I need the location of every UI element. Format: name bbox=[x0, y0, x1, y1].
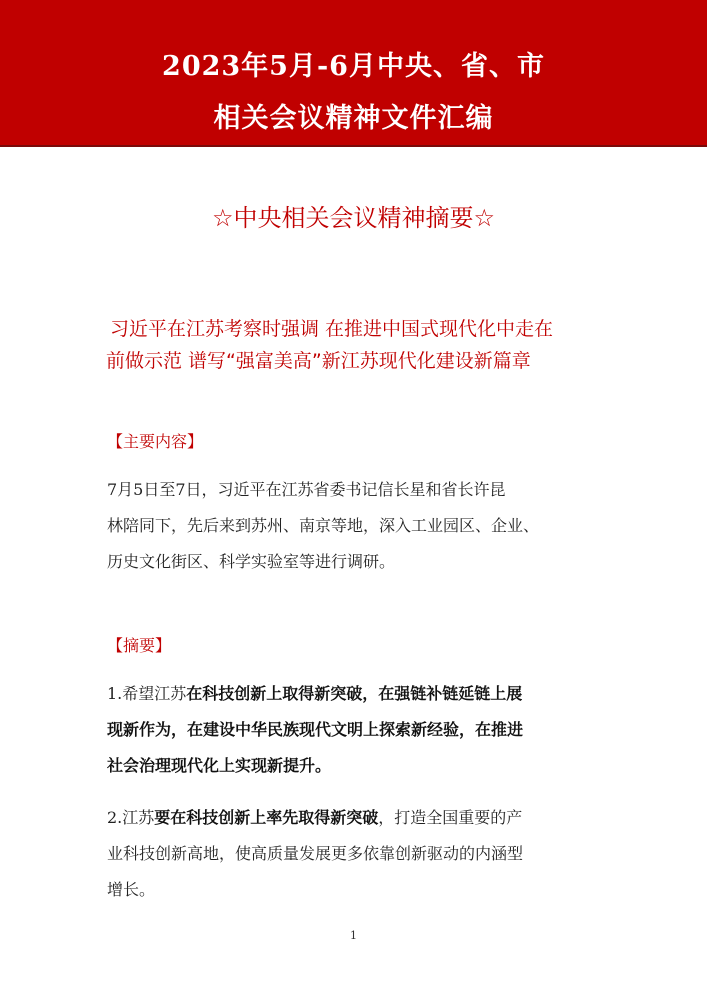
plain-text: ，打造全国重要的产 bbox=[378, 808, 523, 827]
summary-item-2 bbox=[107, 800, 607, 908]
section-title: ☆中央相关会议精神摘要☆ bbox=[211, 204, 496, 232]
item-prefix: 1.希望江苏 bbox=[107, 684, 187, 703]
title-banner bbox=[0, 0, 707, 147]
summary-item-1 bbox=[107, 676, 607, 784]
paragraph-line: 增长。 bbox=[107, 880, 156, 899]
document-title-line1: 2023年5月-6月中央、省、市 bbox=[162, 51, 545, 82]
page-number: 1 bbox=[350, 929, 357, 942]
article-headline-line2: 前做示范 谱写“强富美高”新江苏现代化建设新篇章 bbox=[106, 350, 531, 372]
summary-label: 【摘要】 bbox=[107, 636, 172, 655]
paragraph-line bbox=[107, 800, 607, 836]
paragraph-line bbox=[107, 676, 607, 712]
paragraph-line: 林陪同下，先后来到苏州、南京等地，深入工业园区、企业、 bbox=[107, 516, 540, 535]
document-title-line2: 相关会议精神文件汇编 bbox=[213, 103, 494, 134]
paragraph-line bbox=[107, 748, 607, 784]
paragraph-line: 历史文化街区、科学实验室等进行调研。 bbox=[107, 552, 396, 571]
paragraph-line: 业科技创新高地，使高质量发展更多依靠创新驱动的内涵型 bbox=[107, 844, 524, 863]
item-prefix: 2.江苏 bbox=[107, 808, 155, 827]
main-content-label: 【主要内容】 bbox=[107, 432, 204, 451]
article-headline-line1: 习近平在江苏考察时强调 在推进中国式现代化中走在 bbox=[110, 318, 554, 340]
emphasis-text: 在科技创新上取得新突破，在强链补链延链上展 bbox=[186, 684, 523, 703]
main-content-paragraph bbox=[107, 472, 607, 580]
paragraph-line bbox=[107, 712, 607, 748]
emphasis-text: 要在科技创新上率先取得新突破 bbox=[154, 808, 379, 827]
paragraph-line: 7月5日至7日，习近平在江苏省委书记信长星和省长许昆 bbox=[107, 480, 506, 499]
emphasis-text: 现新作为，在建设中华民族现代文明上探索新经验，在推进 bbox=[107, 720, 524, 739]
emphasis-text: 社会治理现代化上实现新提升。 bbox=[107, 756, 332, 775]
